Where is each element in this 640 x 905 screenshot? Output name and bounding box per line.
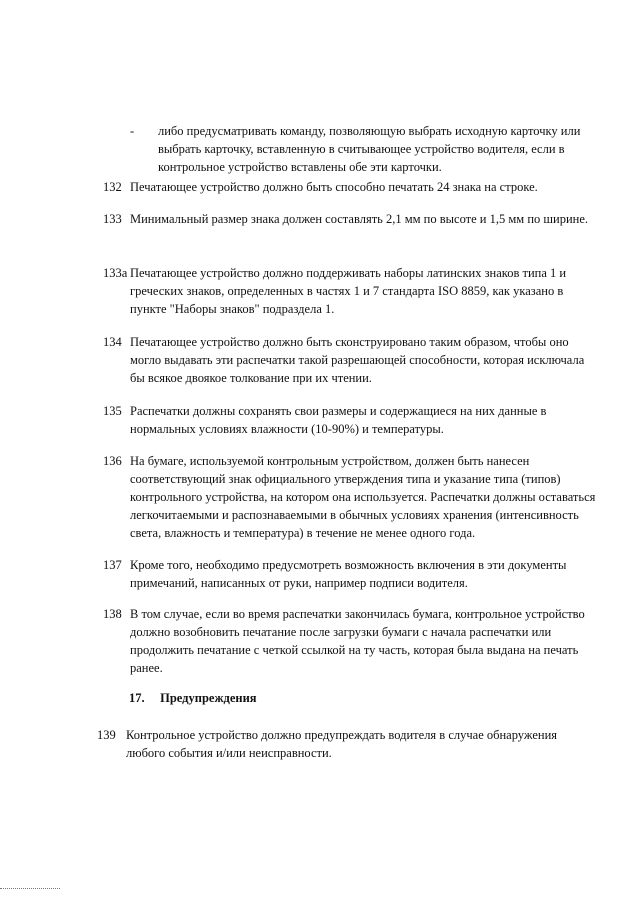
- paragraph-number: 134: [103, 335, 122, 349]
- paragraph-text: Печатающее устройство должно поддерживать наборы латинских знаков типа 1 и греческих знаков, определенных в частях 1 и 7 стандарта ISO 8859, как указано в пункте "Наборы знаков" подраздела 1.: [130, 266, 567, 316]
- paragraph-132: [103, 178, 598, 196]
- paragraph-133a: [103, 264, 598, 318]
- paragraph-number: 138: [103, 607, 122, 621]
- paragraph-133: [103, 210, 598, 228]
- paragraph-number: 132: [103, 180, 122, 194]
- paragraph-text: На бумаге, используемой контрольным устройством, должен быть нанесен соответствующий знак официального утверждения типа и указание типа (типов) контрольного устройства, на котором она используется. Распечатки должны оставаться легкочитаемыми и распознаваемыми в обычных условиях хранения (интенсивность света, влажность и температура) в течение не менее одного года.: [130, 454, 596, 540]
- paragraph-number: 135: [103, 404, 122, 418]
- section-number: 17.: [129, 691, 145, 705]
- paragraph-text: Кроме того, необходимо предусмотреть возможность включения в эти документы примечаний, написанных от руки, например подписи водителя.: [130, 558, 567, 590]
- paragraph-number: 133: [103, 212, 122, 226]
- paragraph-text: Печатающее устройство должно быть способно печатать 24 знака на строке.: [130, 180, 538, 194]
- bullet-marker: -: [130, 124, 135, 138]
- paragraph-134: [103, 333, 598, 387]
- paragraph-number: 137: [103, 558, 122, 572]
- paragraph-number: 136: [103, 454, 122, 468]
- section-heading: [129, 689, 257, 707]
- paragraph-135: [103, 402, 598, 438]
- bullet-text: либо предусматривать команду, позволяющую выбрать исходную карточку или выбрать карточку, вставленную в считывающее устройство водителя, если в контрольное устройство вставлены обе эти карточки.: [158, 124, 581, 174]
- paragraph-text: В том случае, если во время распечатки закончилась бумага, контрольное устройство должно возобновить печатание после загрузки бумаги с начала распечатки или продолжить печатание с четкой ссылкой на ту часть, которая была выдана на печать ранее.: [130, 607, 585, 675]
- paragraph-138: [103, 605, 598, 677]
- paragraph-number: 139: [97, 728, 116, 742]
- paragraph-139: [97, 726, 592, 762]
- paragraph-text: Минимальный размер знака должен составлять 2,1 мм по высоте и 1,5 мм по ширине.: [130, 212, 589, 226]
- paragraph-text: Распечатки должны сохранять свои размеры и содержащиеся на них данные в нормальных условиях влажности (10-90%) и температуры.: [130, 404, 547, 436]
- paragraph-136: [103, 452, 598, 542]
- paragraph-137: [103, 556, 598, 592]
- section-title: Предупреждения: [160, 691, 257, 705]
- paragraph-text: Контрольное устройство должно предупреждать водителя в случае обнаружения любого события и/или неисправности.: [126, 728, 558, 760]
- paragraph-number: 133a: [103, 266, 128, 280]
- paragraph-text: Печатающее устройство должно быть сконструировано таким образом, чтобы оно могло выдавать эти распечатки такой разрешающей способности, которая исключала бы всякое двоякое толкование при их чтении.: [130, 335, 585, 385]
- footer-rule: [0, 888, 60, 889]
